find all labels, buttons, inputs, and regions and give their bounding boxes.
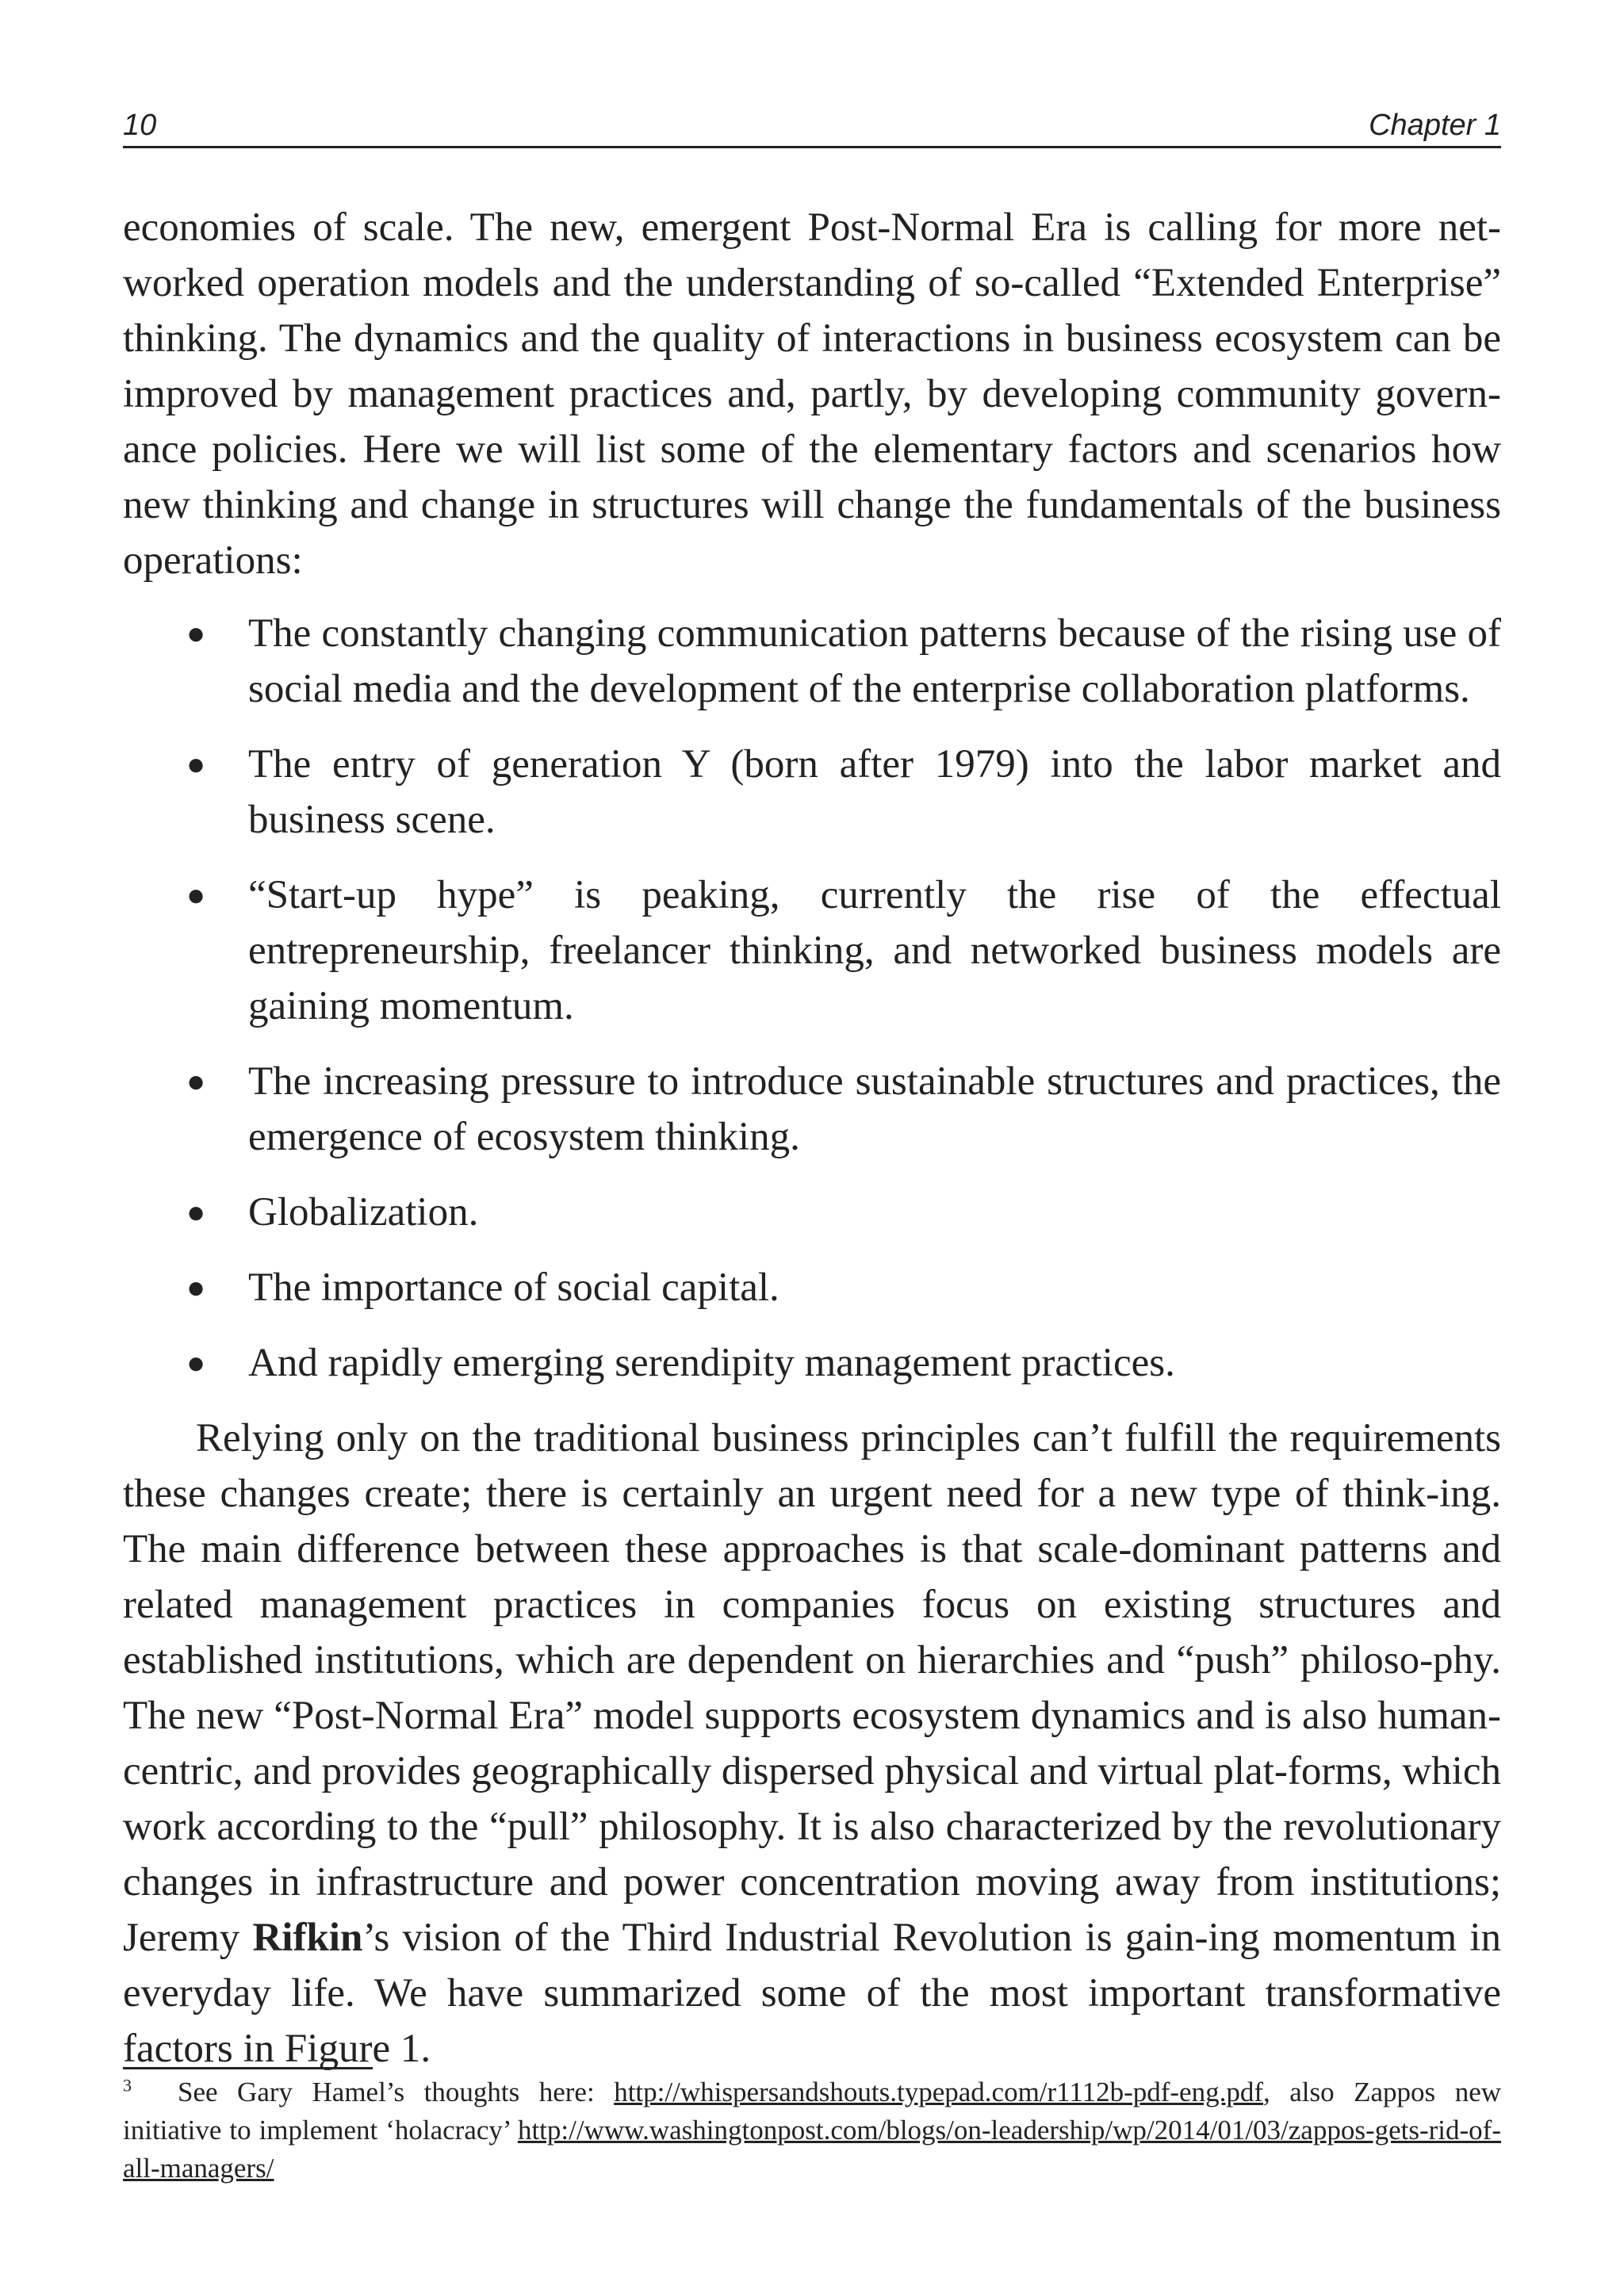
list-item-text: Globalization. [248, 1190, 479, 1235]
footnote [123, 2073, 1501, 2188]
footnote-text: See Gary Hamel’s thoughts here: [178, 2077, 615, 2107]
bullet-icon: ● [186, 746, 206, 782]
bullet-icon: ● [186, 1194, 206, 1230]
list-item [123, 1185, 1501, 1240]
list-item-text: “Start-up hype” is peaking, currently the rise of the effectual entrepreneurship, freelancer thinking, and networked business models are gaining momentum. [248, 873, 1501, 1028]
intro-paragraph: economies of scale. The new, emergent Post-Normal Era is calling for more net-worked operation models and the understanding of so-called “Extended Enterprise” thinking. The dynamics and the quality of interactions in business ecosystem can be improved by management practices and, partly, by developing community govern-ance policies. Here we will list some of the elementary factors and scenarios how new thinking and change in structures will change the fundamentals of the business operations: [123, 205, 1501, 583]
footnote-text-continued: , also Zappos new initiative to implement ‘holacracy’ [123, 2077, 1501, 2146]
bullet-icon: ● [186, 615, 206, 651]
bullet-icon: ● [186, 1269, 206, 1305]
footnote-marker: 3 [123, 2075, 132, 2096]
running-header [123, 105, 1501, 148]
factor-list [123, 606, 1501, 1391]
list-item [123, 606, 1501, 717]
list-item-text: The increasing pressure to introduce sustainable structures and practices, the emergence of ecosystem thinking. [248, 1059, 1501, 1159]
bullet-icon: ● [186, 877, 206, 913]
list-item-text: And rapidly emerging serendipity management practices. [248, 1341, 1175, 1385]
body-text [123, 200, 1501, 2077]
list-item-text: The constantly changing communication patterns because of the rising use of social media and the development of the enterprise collaboration platforms. [248, 611, 1501, 711]
list-item [123, 1054, 1501, 1165]
bold-name: Rifkin [252, 1916, 363, 1960]
bullet-icon: ● [186, 1345, 206, 1380]
main-paragraph-text-continued: ’s vision of the Third Industrial Revolution is gain-ing momentum in everyday life. We have summarized some of the most important transformative factors in Figure 1. [123, 1916, 1501, 2071]
list-item-text: The entry of generation Y (born after 1979) into the labor market and business scene. [248, 742, 1501, 842]
main-paragraph-text: Relying only on the traditional business principles can’t fulfill the requirements these changes create; there is certainly an urgent need for a new type of think-ing. The main difference between these approaches is that scale-dominant patterns and related management practices in companies focus on existing structures and established institutions, which are dependent on hierarchies and “push” philoso-phy. The new “Post-Normal Era” model supports ecosystem dynamics and is also human-centric, and provides geographically dispersed physical and virtual plat-forms, which work according to the “pull” philosophy. It is also characterized by the revolutionary changes in infrastructure and power concentration moving away from institutions; Jeremy [123, 1416, 1501, 1960]
list-item [123, 1260, 1501, 1315]
footnote-link-zappos[interactable]: http://www.washingtonpost.com/blogs/on-leadership/wp/2014/01/03/zappos-gets-rid-of-all-managers/ [123, 2115, 1501, 2184]
main-paragraph [123, 1411, 1501, 2077]
footnote-link-hamel[interactable]: http://whispersandshouts.typepad.com/r1112b-pdf-eng.pdf [614, 2077, 1263, 2107]
list-item-text: The importance of social capital. [248, 1265, 779, 1310]
list-item [123, 737, 1501, 848]
chapter-label: Chapter 1 [1369, 109, 1501, 142]
list-item [123, 867, 1501, 1034]
bullet-icon: ● [186, 1063, 206, 1099]
list-item [123, 1335, 1501, 1391]
page-number: 10 [123, 109, 157, 142]
footnote-divider [123, 2067, 373, 2069]
